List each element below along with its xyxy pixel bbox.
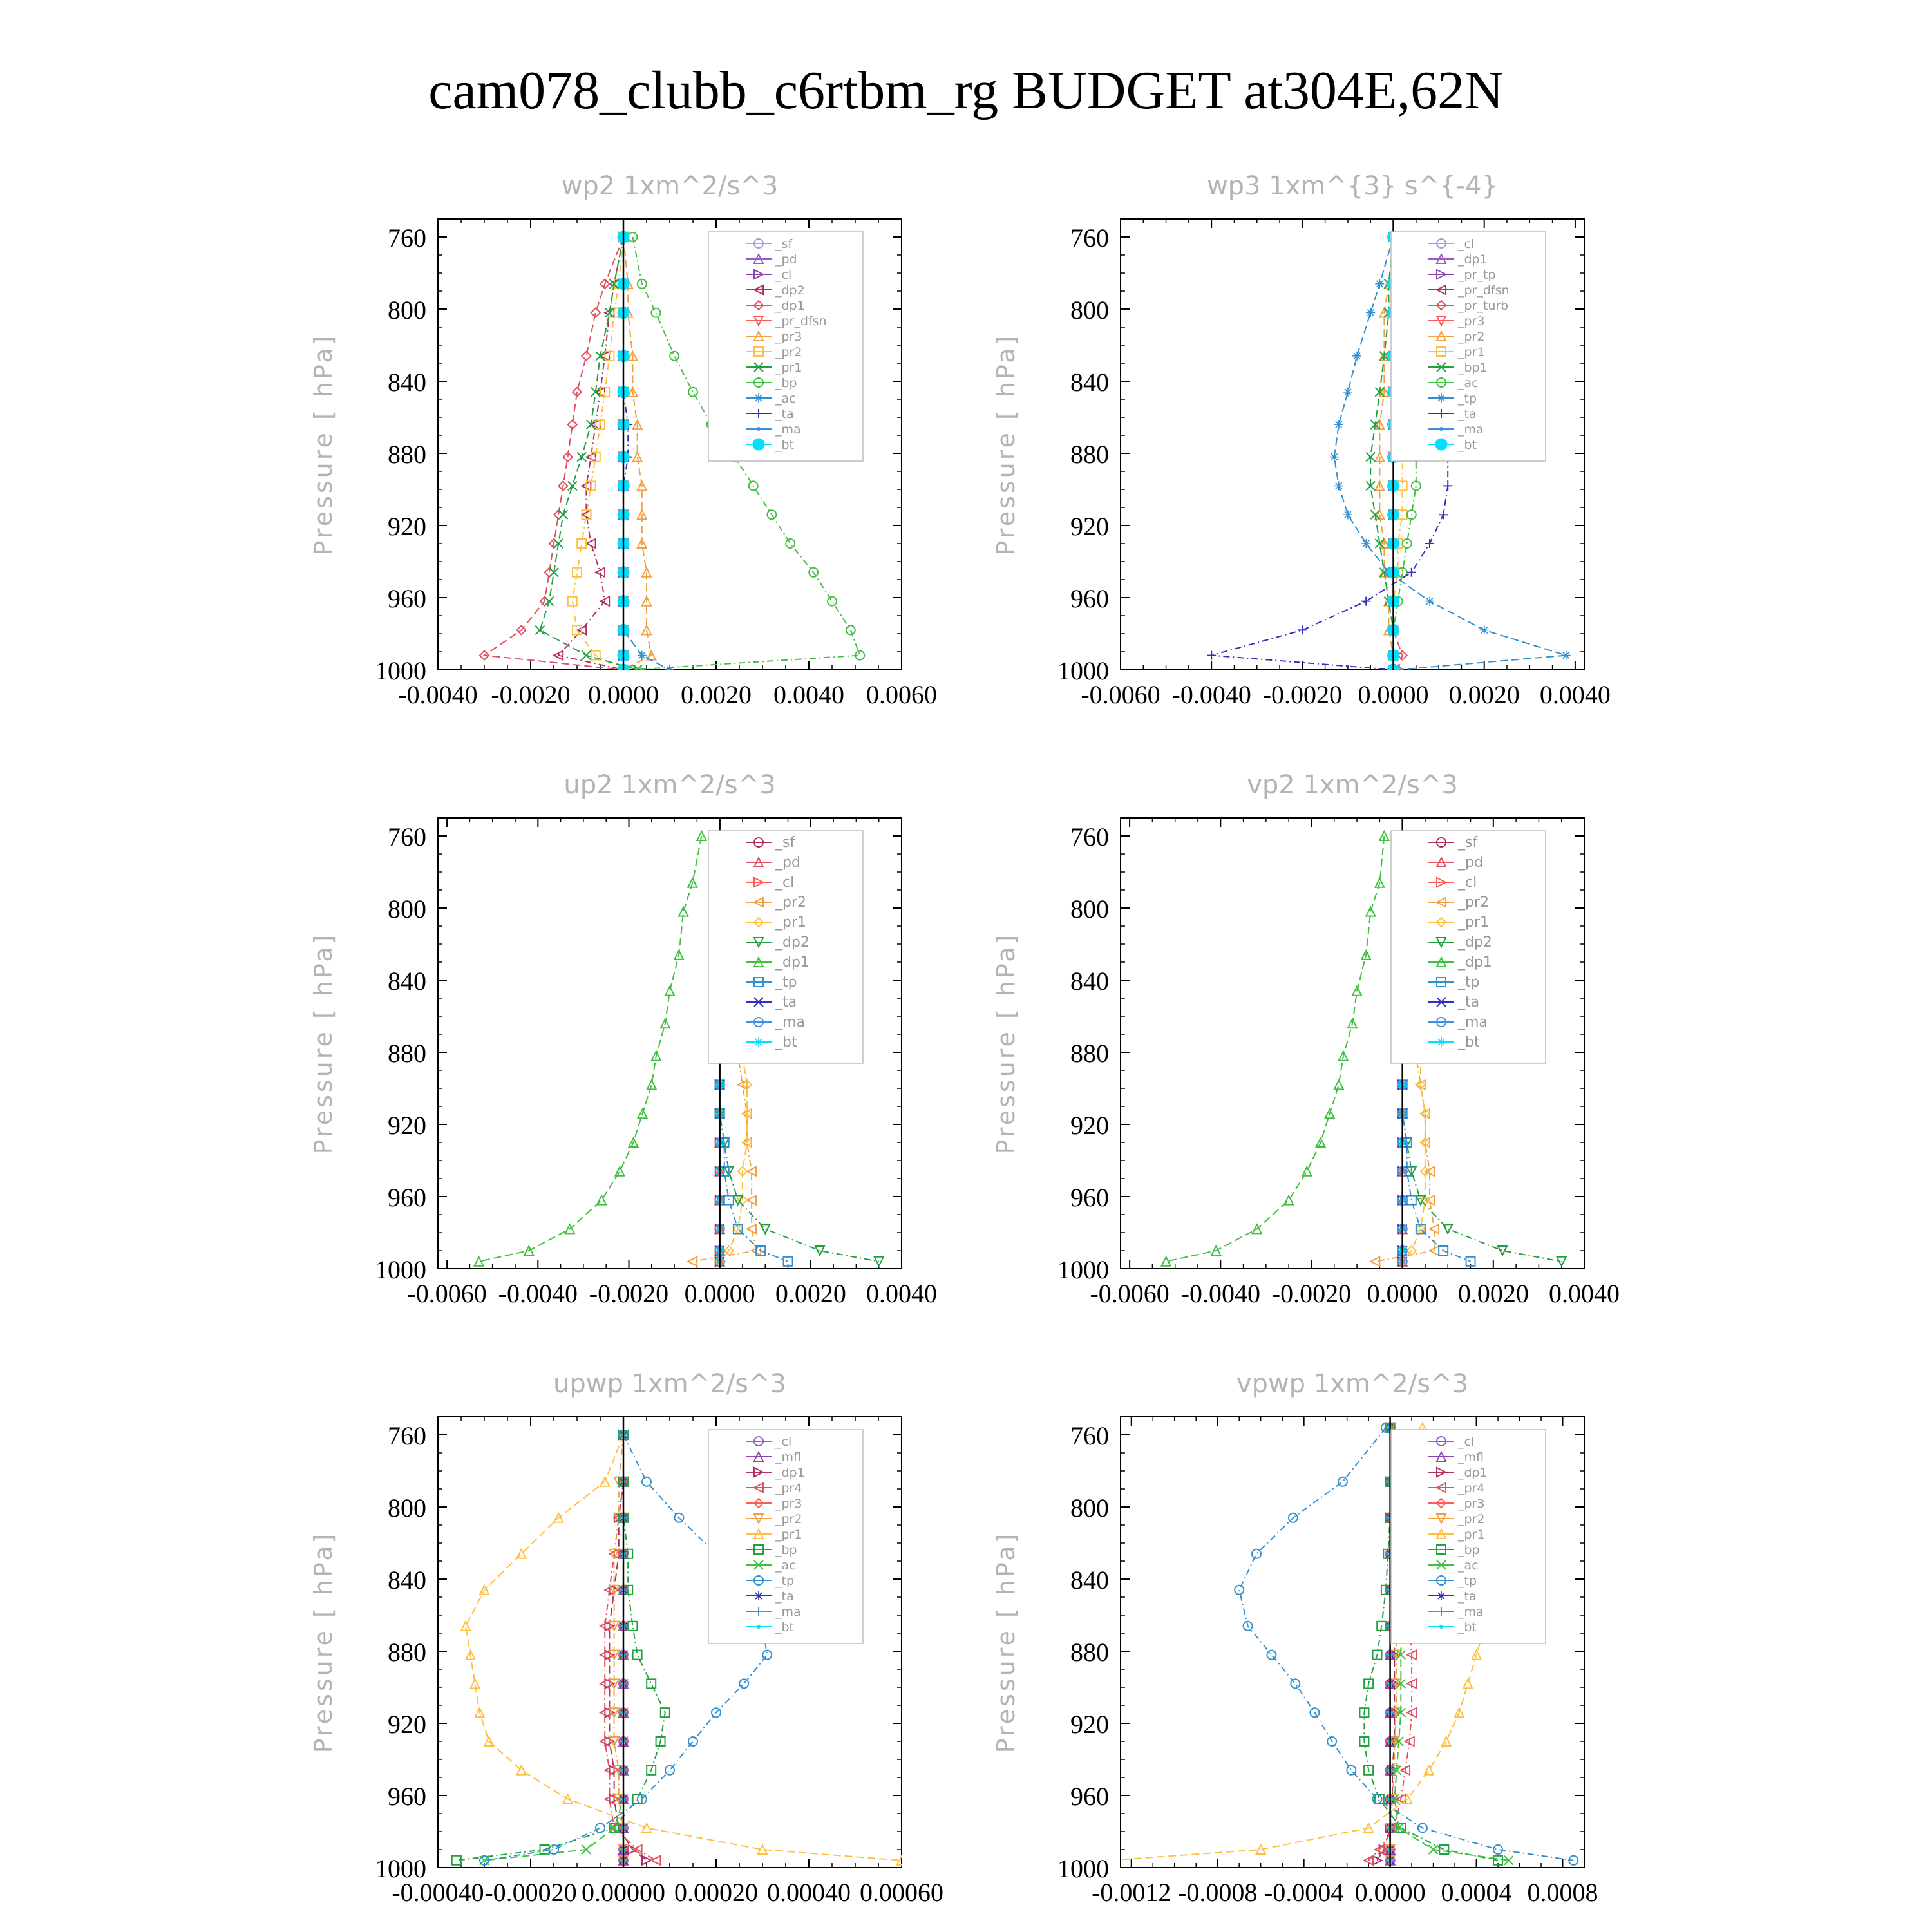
legend (1391, 1430, 1546, 1643)
x-tick-label: 0.0000 (1358, 680, 1429, 709)
y-tick-label: 880 (388, 1638, 426, 1667)
data-pointtp (1343, 510, 1352, 519)
legend-entry: _pd (775, 855, 800, 871)
x-tick-label: 0.0020 (775, 1279, 846, 1308)
chart-panel-2 (992, 171, 1611, 709)
legend-entry: _sf (775, 237, 793, 251)
x-tick-label: 0.0008 (1527, 1878, 1598, 1907)
data-pointta (1298, 625, 1307, 634)
legend-entry: _pr2 (1458, 1512, 1485, 1526)
x-tick-label: -0.00040 (392, 1878, 484, 1907)
chart-panel-1 (309, 171, 937, 709)
legend-entry: _pr1 (775, 361, 802, 375)
legend (708, 232, 863, 461)
legend-entry: _pr2 (775, 895, 807, 911)
x-tick-label: -0.0040 (398, 680, 478, 709)
data-pointtp (1334, 420, 1343, 429)
y-tick-label: 920 (1070, 1710, 1109, 1739)
legend-entry: _pr2 (775, 345, 802, 359)
legend-entry: _dp1 (775, 954, 810, 971)
y-tick-label: 840 (388, 967, 426, 996)
x-tick-label: -0.0004 (1264, 1878, 1344, 1907)
y-tick-label: 960 (388, 584, 426, 613)
legend-entry: _dp2 (775, 283, 805, 298)
legend-entry: _dp2 (775, 934, 810, 951)
series-lineac (484, 1435, 623, 1861)
chart-panel-4 (992, 770, 1620, 1308)
legend-entry: _mfl (775, 1450, 801, 1464)
data-pointdp1 (1162, 1257, 1171, 1266)
y-tick-label: 760 (388, 1421, 426, 1450)
data-pointta (1207, 651, 1216, 660)
y-tick-label: 800 (388, 895, 426, 923)
data-pointtp (1562, 651, 1571, 660)
legend-entry: _dp1 (1458, 252, 1488, 267)
data-pointta (1407, 568, 1416, 577)
y-tick-label: 800 (388, 296, 426, 325)
data-pointdp1 (665, 987, 674, 996)
y-tick-label: 1000 (1057, 1854, 1109, 1883)
data-pointtp (1330, 453, 1339, 462)
data-pointbp (688, 388, 697, 397)
data-pointac (638, 651, 647, 660)
legend-entry: _cl (1458, 237, 1475, 251)
legend-entry: _pr1 (1458, 914, 1490, 931)
chart-panel-3 (309, 770, 937, 1308)
x-tick-label: -0.0040 (1180, 1279, 1260, 1308)
y-tick-label: 840 (388, 1566, 426, 1595)
y-tick-label: 880 (1070, 440, 1109, 469)
legend-entry: _pr4 (775, 1481, 802, 1495)
legend-entry: _bt (775, 1034, 797, 1050)
legend-entry: _tp (775, 1574, 795, 1588)
y-tick-label: 920 (1070, 512, 1109, 541)
legend-entry: _ac (1458, 1558, 1479, 1573)
legend-entry: _bt (775, 1620, 795, 1634)
y-tick-label: 840 (1070, 967, 1109, 996)
legend-entry: _bt (775, 438, 795, 452)
y-tick-label: 960 (388, 1782, 426, 1811)
y-tick-label: 760 (388, 822, 426, 851)
legend-entry: _ma (775, 1605, 801, 1619)
data-pointdp1 (582, 352, 591, 361)
series-linedp1 (479, 836, 702, 1262)
y-tick-label: 960 (1070, 1782, 1109, 1811)
x-tick-label: 0.0000 (1354, 1878, 1426, 1907)
x-tick-label: -0.0012 (1092, 1878, 1171, 1907)
data-pointta (1439, 510, 1448, 519)
y-tick-label: 840 (388, 368, 426, 397)
y-tick-label: 760 (1070, 223, 1109, 252)
x-tick-label: -0.0020 (491, 680, 571, 709)
legend-marker (1439, 1625, 1443, 1629)
x-tick-label: 0.0000 (684, 1279, 755, 1308)
legend-marker (1437, 1037, 1446, 1046)
data-pointpr1 (582, 651, 591, 660)
legend-entry: _pr1 (1458, 1528, 1485, 1542)
data-pointta (1425, 539, 1434, 548)
data-pointdp2 (1557, 1257, 1566, 1266)
legend-entry: _cl (775, 875, 795, 891)
data-pointpr1 (1425, 1766, 1434, 1775)
legend-marker (1437, 393, 1446, 402)
legend-entry: _pr3 (775, 330, 802, 344)
data-pointpr1 (558, 510, 567, 519)
data-pointdp1 (475, 1257, 484, 1266)
legend-entry: _tp (775, 974, 797, 990)
legend-entry: _bt (1458, 438, 1477, 452)
legend-entry: _pr_turb (1458, 299, 1509, 313)
page-title: cam078_clubb_c6rtbm_rg BUDGET at304E,62N (428, 61, 1504, 120)
data-pointdp1 (1302, 1167, 1311, 1176)
chart-subtitle: up2 1xm^2/s^3 (564, 770, 776, 800)
legend-entry: _pr1 (775, 914, 807, 931)
data-pointtp (688, 1737, 697, 1746)
data-pointtp (1480, 625, 1489, 634)
legend-entry: _bp (1458, 1543, 1480, 1557)
x-tick-label: 0.0040 (773, 680, 844, 709)
y-tick-label: 840 (1070, 1566, 1109, 1595)
y-tick-label: 800 (1070, 895, 1109, 923)
legend-entry: _ac (775, 1558, 796, 1573)
y-axis-label: Pressure [ hPa] (992, 1531, 1020, 1754)
x-tick-label: -0.0040 (498, 1279, 578, 1308)
legend-entry: _ma (1458, 1014, 1488, 1030)
data-pointtp (596, 1823, 605, 1832)
y-axis-label: Pressure [ hPa] (992, 932, 1020, 1155)
legend-marker (753, 439, 764, 450)
y-axis-label: Pressure [ hPa] (992, 333, 1020, 556)
chart-panel-6 (992, 1369, 1598, 1907)
legend-entry: _dp2 (1458, 934, 1492, 951)
legend (708, 831, 863, 1063)
x-tick-label: -0.0060 (1090, 1279, 1170, 1308)
data-pointtp (1252, 1549, 1261, 1558)
x-tick-label: -0.0060 (407, 1279, 487, 1308)
legend-entry: _dp1 (775, 299, 805, 313)
legend-marker (757, 427, 761, 431)
legend-entry: _ta (775, 407, 794, 421)
chart-subtitle: wp3 1xm^{3} s^{-4} (1206, 171, 1499, 201)
legend-entry: _pr2 (1458, 895, 1490, 911)
data-pointdp1 (679, 907, 688, 916)
data-pointpr1 (568, 481, 577, 490)
y-axis-label: Pressure [ hPa] (309, 1531, 337, 1754)
y-tick-label: 760 (388, 223, 426, 252)
y-axis-label: Pressure [ hPa] (309, 333, 337, 556)
legend-entry: _ac (1458, 376, 1479, 390)
data-pointbp (828, 597, 837, 606)
x-tick-label: 0.0000 (1367, 1279, 1438, 1308)
legend-entry: _ta (775, 994, 797, 1010)
legend-marker (1439, 427, 1443, 431)
data-pointta (1443, 481, 1452, 490)
legend-marker (754, 1591, 763, 1600)
legend-entry: _ta (1458, 1589, 1477, 1604)
legend-entry: _cl (1458, 1435, 1475, 1449)
legend-entry: _sf (1458, 835, 1478, 851)
data-pointac (665, 665, 674, 674)
data-pointbp (647, 1679, 656, 1688)
series-linedp1 (1166, 836, 1385, 1262)
y-tick-label: 880 (388, 440, 426, 469)
series-lineac (623, 237, 670, 670)
y-tick-label: 920 (388, 512, 426, 541)
legend-entry: _pd (1458, 855, 1483, 871)
x-tick-label: -0.0020 (1262, 680, 1343, 709)
legend-entry: _cl (775, 268, 792, 282)
data-pointdp2 (587, 539, 596, 548)
legend (1391, 831, 1546, 1063)
y-tick-label: 1000 (1057, 1255, 1109, 1284)
x-tick-label: 0.0020 (1457, 1279, 1529, 1308)
y-tick-label: 880 (1070, 1039, 1109, 1068)
data-pointdp1 (1334, 1080, 1343, 1089)
x-tick-label: 0.0020 (681, 680, 752, 709)
x-tick-label: 0.0040 (1539, 680, 1611, 709)
x-tick-label: -0.00020 (484, 1878, 577, 1907)
legend-entry: _pr_tp (1458, 268, 1496, 282)
data-pointbp (651, 308, 660, 317)
legend-entry: _dp1 (1458, 954, 1492, 971)
legend-entry: _pr3 (1458, 1497, 1485, 1511)
legend-entry: _dp1 (775, 1466, 805, 1480)
data-pointtp (1267, 1651, 1276, 1660)
legend-entry: _ma (775, 1014, 805, 1030)
x-tick-label: 0.0000 (588, 680, 659, 709)
legend-entry: _cl (1458, 875, 1477, 891)
legend-entry: _pr2 (775, 1512, 802, 1526)
data-pointtp (1334, 481, 1343, 490)
chart-subtitle: upwp 1xm^2/s^3 (553, 1369, 786, 1399)
legend-entry: _tp (1458, 1574, 1477, 1588)
data-pointtp (1425, 597, 1434, 606)
data-pointpr1 (535, 625, 544, 634)
y-tick-label: 920 (388, 1710, 426, 1739)
legend-entry: _pr4 (1458, 1481, 1485, 1495)
y-tick-label: 1000 (375, 656, 426, 685)
y-axis-label: Pressure [ hPa] (309, 932, 337, 1155)
legend-entry: _bt (1458, 1620, 1477, 1634)
legend-marker (754, 393, 763, 402)
legend (1391, 232, 1546, 461)
legend-entry: _cl (775, 1435, 792, 1449)
y-tick-label: 880 (1070, 1638, 1109, 1667)
data-pointpr1 (642, 1823, 651, 1832)
legend-entry: _pr1 (1458, 345, 1485, 359)
data-pointtp (1366, 308, 1375, 317)
data-pointbp (670, 352, 679, 361)
x-tick-label: -0.0020 (589, 1279, 669, 1308)
y-tick-label: 960 (1070, 1183, 1109, 1212)
data-pointdp1 (647, 1080, 656, 1089)
data-pointpr4 (651, 1856, 660, 1865)
legend-entry: _bp (775, 376, 797, 390)
legend-marker (1437, 1591, 1446, 1600)
x-tick-label: 0.00020 (674, 1878, 758, 1907)
data-pointpr1 (545, 597, 554, 606)
legend-entry: _ta (775, 1589, 794, 1604)
data-pointdp1 (597, 1196, 606, 1205)
legend-entry: _pr_dfsn (1458, 283, 1510, 298)
data-pointtp (1373, 1795, 1382, 1804)
y-tick-label: 1000 (1057, 656, 1109, 685)
y-tick-label: 960 (388, 1183, 426, 1212)
legend-entry: _ma (1458, 1605, 1484, 1619)
legend-entry: _ma (1458, 422, 1484, 437)
y-tick-label: 760 (1070, 1421, 1109, 1450)
data-pointtp (1361, 539, 1370, 548)
x-tick-label: -0.0040 (1171, 680, 1251, 709)
data-pointdp2 (1443, 1224, 1452, 1233)
x-tick-label: 0.00040 (767, 1878, 851, 1907)
data-pointtp (1347, 1766, 1356, 1775)
legend-marker (754, 1037, 763, 1046)
data-pointbp (786, 539, 795, 548)
data-pointdp1 (1366, 907, 1375, 916)
data-pointta (1361, 597, 1370, 606)
chart-subtitle: vp2 1xm^2/s^3 (1247, 770, 1458, 800)
legend-entry: _sf (775, 835, 795, 851)
legend-marker (757, 1625, 761, 1629)
legend-entry: _tp (1458, 974, 1480, 990)
data-pointtp (1291, 1679, 1300, 1688)
x-tick-label: 0.0040 (1549, 1279, 1620, 1308)
legend-entry: _mfl (1458, 1450, 1484, 1464)
chart-subtitle: wp2 1xm^2/s^3 (561, 171, 779, 201)
x-tick-label: -0.0060 (1081, 680, 1160, 709)
data-pointtp (1352, 352, 1361, 361)
chart-panel-5 (309, 1369, 943, 1907)
legend-entry: _ta (1458, 407, 1477, 421)
legend-entry: _bt (1458, 1034, 1480, 1050)
x-tick-label: -0.0020 (1271, 1279, 1352, 1308)
legend-entry: _dp1 (1458, 1466, 1488, 1480)
series-linepr2 (573, 237, 623, 670)
legend-entry: _ma (775, 422, 801, 437)
legend-entry: _ta (1458, 994, 1480, 1010)
x-tick-label: 0.0004 (1441, 1878, 1512, 1907)
data-pointpr1 (1463, 1679, 1472, 1688)
data-pointtp (1235, 1586, 1244, 1595)
series-linebp (457, 1435, 665, 1861)
y-tick-label: 880 (388, 1039, 426, 1068)
legend (708, 1430, 863, 1643)
data-pointtp (549, 1845, 558, 1854)
data-pointpr1 (577, 453, 586, 462)
legend-entry: _tp (1458, 392, 1477, 406)
y-tick-label: 840 (1070, 368, 1109, 397)
legend-entry: _bp (775, 1543, 797, 1557)
x-tick-label: 0.00000 (582, 1878, 665, 1907)
legend-entry: _pd (775, 252, 797, 267)
data-pointpr2 (688, 1257, 697, 1266)
x-tick-label: 0.00060 (860, 1878, 943, 1907)
y-tick-label: 1000 (375, 1255, 426, 1284)
x-tick-label: -0.0008 (1178, 1878, 1258, 1907)
y-tick-label: 800 (388, 1493, 426, 1522)
y-tick-label: 800 (1070, 1493, 1109, 1522)
legend-entry: _pr3 (1458, 314, 1485, 328)
x-tick-label: 0.0060 (866, 680, 937, 709)
data-pointtp (1375, 279, 1384, 289)
data-pointtp (1338, 1477, 1347, 1486)
data-pointpr2 (747, 1224, 756, 1233)
y-tick-label: 800 (1070, 296, 1109, 325)
y-tick-label: 1000 (375, 1854, 426, 1883)
y-tick-label: 920 (1070, 1111, 1109, 1140)
data-pointtp (1343, 388, 1352, 397)
legend-entry: _pr2 (1458, 330, 1485, 344)
x-tick-label: 0.0020 (1448, 680, 1520, 709)
data-pointdp1 (591, 308, 600, 317)
data-pointbp (846, 625, 855, 634)
y-tick-label: 960 (1070, 584, 1109, 613)
legend-entry: _pr_dfsn (775, 314, 827, 328)
data-pointdp2 (875, 1257, 884, 1266)
y-tick-label: 920 (388, 1111, 426, 1140)
data-pointpr1 (596, 352, 605, 361)
data-pointdp1 (615, 1167, 624, 1176)
data-pointtp (739, 1679, 748, 1688)
data-pointdp2 (761, 1224, 770, 1233)
chart-subtitle: vpwp 1xm^2/s^3 (1236, 1369, 1469, 1399)
legend-entry: _ac (775, 392, 796, 406)
data-pointdp1 (1284, 1196, 1293, 1205)
legend-marker (1435, 439, 1447, 450)
legend-entry: _pr3 (775, 1497, 802, 1511)
x-tick-label: 0.0040 (866, 1279, 937, 1308)
y-tick-label: 760 (1070, 822, 1109, 851)
data-pointtp (665, 1766, 674, 1775)
legend-entry: _pr1 (775, 1528, 802, 1542)
legend-entry: _bp1 (1458, 361, 1488, 375)
